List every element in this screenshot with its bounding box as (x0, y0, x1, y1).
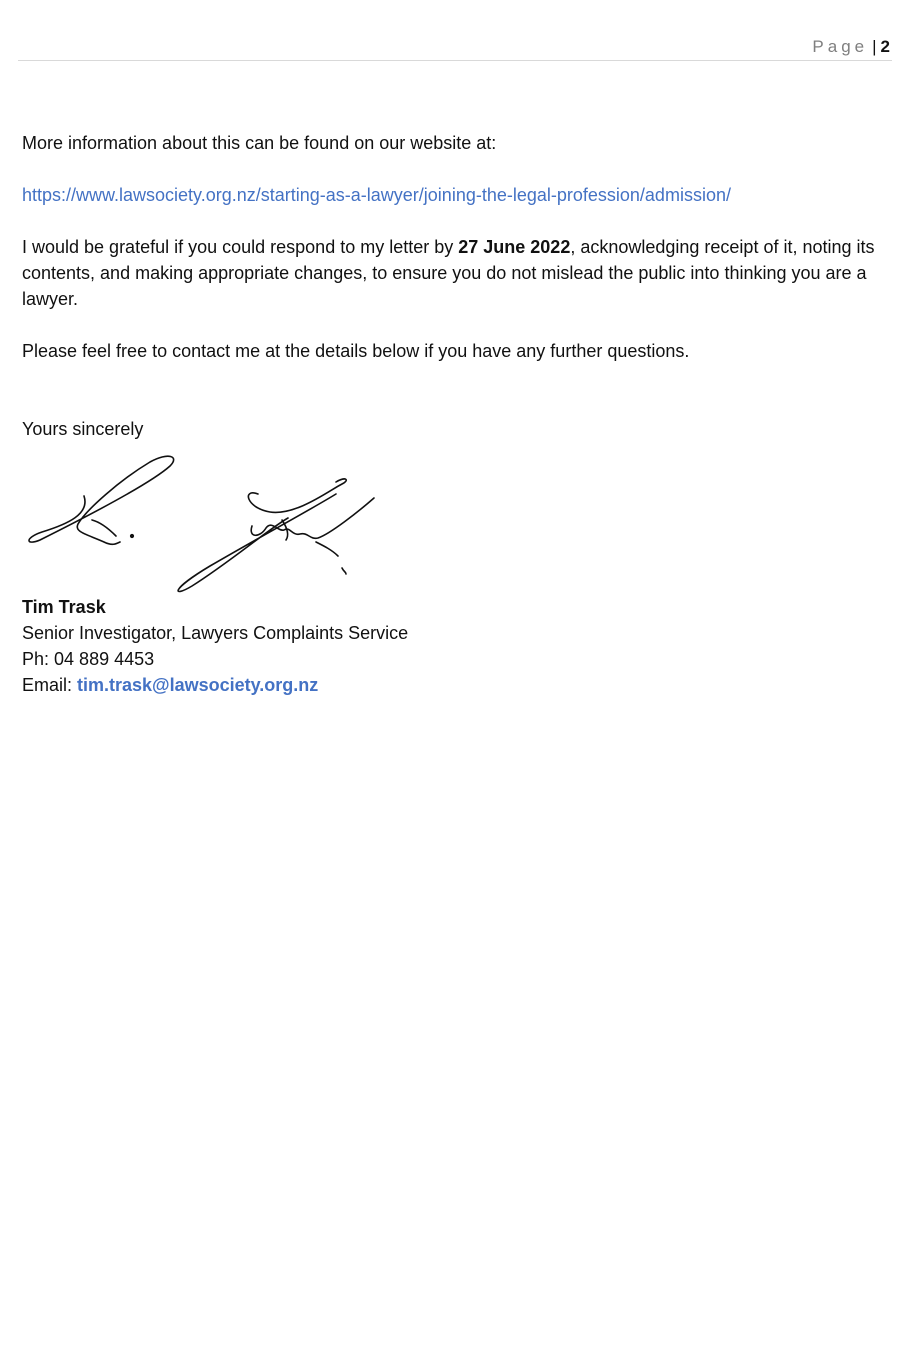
website-intro-paragraph: More information about this can be found on our website at: (22, 133, 497, 153)
page-label: Page (812, 37, 869, 56)
website-link-paragraph (22, 182, 882, 208)
response-text-end: , acknowledging receipt of it, noting its contents, and making appropriate changes, to ensure you do not mislead the public into thinking you are a lawyer. (22, 237, 875, 309)
signatory-email (22, 672, 882, 698)
handwritten-signature (20, 454, 380, 594)
signatory-title: Senior Investigator, Lawyers Complaints Service (22, 623, 409, 643)
signature-block (22, 594, 882, 698)
signatory-phone (22, 646, 882, 672)
page-separator: | (872, 37, 877, 56)
response-deadline-date: 27 June 2022 (458, 237, 571, 257)
page-number: 2 (880, 37, 890, 56)
email-label: Email: (22, 675, 78, 695)
signatory-name: Tim Trask (22, 597, 106, 617)
page-header (812, 36, 890, 58)
phone-number: 04 889 4453 (54, 649, 155, 669)
email-link[interactable]: tim.trask@lawsociety.org.nz (77, 675, 319, 695)
response-text-start: I would be grateful if you could respond to my letter by (22, 237, 459, 257)
website-link[interactable]: https://www.lawsociety.org.nz/starting-as-a-lawyer/joining-the-legal-profession/admission/ (22, 185, 731, 205)
letter-body (22, 130, 882, 698)
contact-invitation-paragraph: Please feel free to contact me at the details below if you have any further questions. (22, 341, 690, 361)
closing-salutation: Yours sincerely (22, 419, 144, 439)
header-divider (18, 60, 892, 61)
response-request-paragraph (22, 234, 882, 312)
phone-label: Ph: (22, 649, 55, 669)
